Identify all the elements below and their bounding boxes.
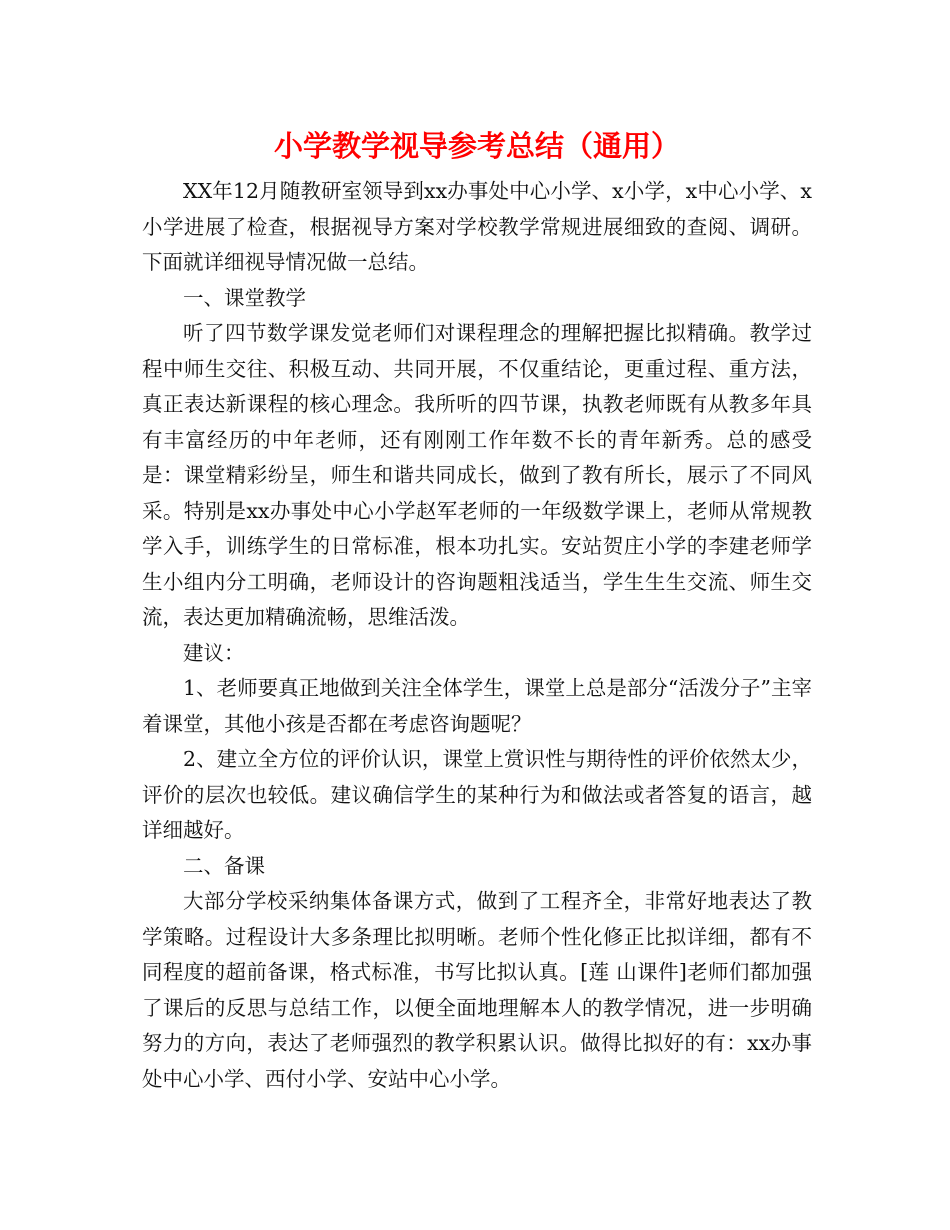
lesson-prep-paragraph: 大部分学校采纳集体备课方式，做到了工程齐全，非常好地表达了教学策略。过程设计大多条理比拟明晰。老师个性化修正比拟详细，都有不同程度的超前备课，格式标准，书写比拟认真。[莲 山课件]老师们都加强了课后的反思与总结工作，以便全面地理解本人的教学情况，进一步明确努力的方向，表达了老师强烈的教学积累认识。做得比拟好的有：xx办事处中心小学、西付小学、安站中心小学。 bbox=[142, 889, 812, 1091]
section-heading-classroom: 一、课堂教学 bbox=[183, 285, 306, 310]
suggestion-heading: 建议： bbox=[183, 640, 245, 665]
suggestion-item-2: 2、建立全方位的评价认识，课堂上赏识性与期待性的评价依然太少，评价的层次也较低。建议确信学生的某种行为和做法或者答复的语言，越详细越好。 bbox=[142, 747, 812, 842]
intro-paragraph: XX年12月随教研室领导到xx办事处中心小学、x小学，x中心小学、x小学进展了检查，根据视导方案对学校教学常规进展细致的查阅、调研。下面就详细视导情况做一总结。 bbox=[142, 179, 812, 274]
document-page bbox=[142, 118, 812, 1097]
suggestion-item-1: 1、老师要真正地做到关注全体学生，课堂上总是部分“活泼分子”主宰着课堂，其他小孩是否都在考虑咨询题呢？ bbox=[142, 676, 812, 736]
section-heading-lesson-prep: 二、备课 bbox=[183, 853, 265, 878]
classroom-paragraph: 听了四节数学课发觉老师们对课程理念的理解把握比拟精确。教学过程中师生交往、积极互动、共同开展，不仅重结论，更重过程、重方法，真正表达新课程的核心理念。我所听的四节课，执教老师既有从教多年具有丰富经历的中年老师，还有刚刚工作年数不长的青年新秀。总的感受是：课堂精彩纷呈，师生和谐共同成长，做到了教有所长，展示了不同风采。特别是xx办事处中心小学赵军老师的一年级数学课上，老师从常规教学入手，训练学生的日常标准，根本功扎实。安站贺庄小学的李建老师学生小组内分工明确，老师设计的咨询题粗浅适当，学生生生交流、师生交流，表达更加精确流畅，思维活泼。 bbox=[142, 321, 812, 629]
document-title: 小学教学视导参考总结（通用） bbox=[273, 129, 680, 163]
